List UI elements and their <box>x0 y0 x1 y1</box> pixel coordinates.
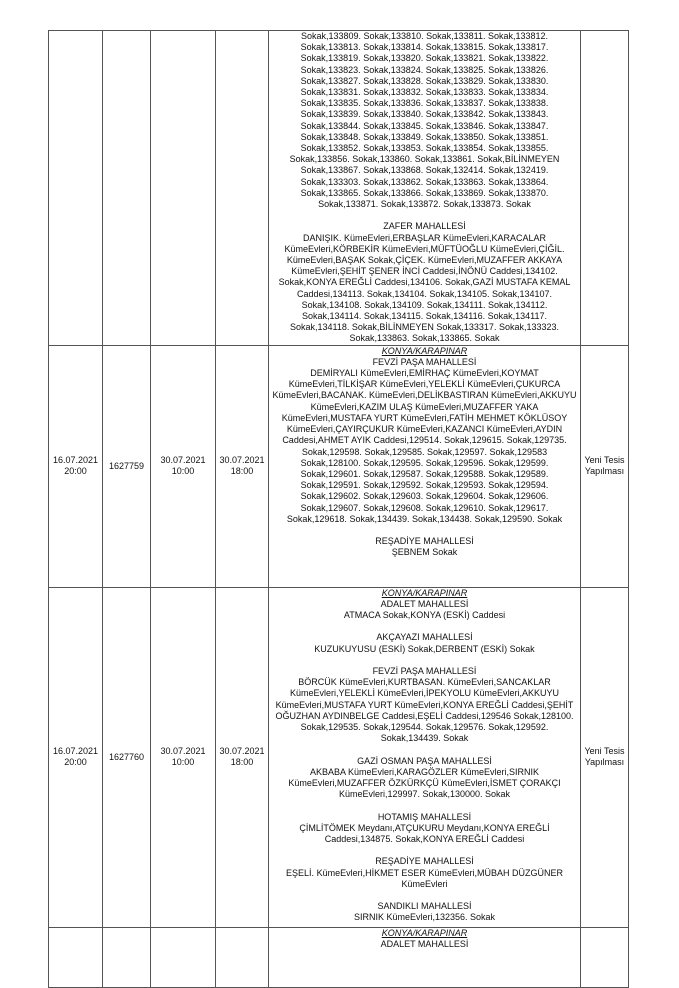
neighborhood-title: HOTAMIŞ MAHALLESİ <box>377 811 472 822</box>
cell-date: 16.07.2021 20:00 <box>49 587 103 927</box>
street-line: KUZUKUYUSU (ESKİ) Sokak,DERBENT (ESKİ) Sokak <box>314 643 535 654</box>
neighborhood-title: SANDIKLI MAHALLESİ <box>377 901 472 912</box>
street-line: DEMİRYALI KümeEvleri,EMİRHAÇ KümeEvleri,KOYMAT <box>310 368 539 379</box>
block-spacer <box>272 210 577 221</box>
cell-work-reason <box>581 31 629 346</box>
street-line: AKBABA KümeEvleri,KARAGÖZLER KümeEvleri,SIRNIK <box>309 766 540 777</box>
street-line: KümeEvleri,MUSTAFA YURT KümeEvleri,KONYA EREĞLİ Caddesi,ŞEHİT <box>275 699 574 710</box>
block-spacer <box>272 744 577 755</box>
street-line: KümeEvleri,KAZIM ULAŞ KümeEvleri,MUZAFFER YAKA <box>310 401 539 412</box>
cell-start <box>151 31 216 346</box>
block-spacer <box>272 655 577 666</box>
cell-affected-streets <box>269 587 581 927</box>
neighborhood-title: FEVZİ PAŞA MAHALLESİ <box>372 666 477 677</box>
street-line: Sokak,133844. Sokak,133845. Sokak,133846. Sokak,133847. <box>300 120 549 131</box>
cell-affected-streets <box>269 345 581 587</box>
outage-table-body <box>49 31 629 988</box>
street-line: BÖRCÜK KümeEvleri,KURTBASAN. KümeEvleri,SANCAKLAR <box>298 677 551 688</box>
cell-end: 30.07.2021 18:00 <box>216 587 269 927</box>
cell-start <box>151 927 216 987</box>
block-spacer <box>272 890 577 901</box>
cell-date: 16.07.2021 20:00 <box>49 345 103 587</box>
street-line: Sokak,133813. Sokak,133814. Sokak,133815. Sokak,133817. <box>300 42 549 53</box>
street-line: Sokak,129601. Sokak,129587. Sokak,129588. Sokak,129589. <box>300 468 549 479</box>
street-line: ÇİMLİTÖMEK Meydanı,ATÇUKURU Meydanı,KONYA EREĞLİ <box>299 822 550 833</box>
block-spacer <box>272 845 577 856</box>
table-row <box>49 345 629 587</box>
cell-work-reason: Yeni Tesis Yapılması <box>581 345 629 587</box>
street-line: Sokak,133852. Sokak,133853. Sokak,133854. Sokak,133855. <box>300 143 549 154</box>
street-line: KümeEvleri,129997. Sokak,130000. Sokak <box>338 789 511 800</box>
street-line: Sokak,129598. Sokak,129585. Sokak,129597. Sokak,129583 <box>301 446 548 457</box>
street-line: Sokak,133835. Sokak,133836. Sokak,133837. Sokak,133838. <box>300 98 549 109</box>
cell-id: 1627759 <box>103 345 151 587</box>
street-line: KümeEvleri,ÇAYIRÇUKUR KümeEvleri,KAZANCI KümeEvleri,AYDIN <box>286 424 563 435</box>
block-spacer <box>272 621 577 632</box>
block-spacer <box>272 525 577 536</box>
cell-start: 30.07.2021 10:00 <box>151 587 216 927</box>
cell-end <box>216 31 269 346</box>
street-line: Caddesi,134875. Sokak,KONYA EREĞLİ Caddesi <box>324 834 525 845</box>
street-line: KümeEvleri,KÖRBEKİR KümeEvleri,MÜFTÜOĞLU KümeEvleri,ÇİĞİL. <box>284 243 565 254</box>
street-line: Sokak,KONYA EREĞLİ Caddesi,134106. Sokak,GAZİ MUSTAFA KEMAL <box>278 277 571 288</box>
street-line: Sokak,134118. Sokak,BİLİNMEYEN Sokak,133317. Sokak,133323. <box>289 322 559 333</box>
street-line: ŞEBNEM Sokak <box>391 547 458 558</box>
table-row <box>49 31 629 346</box>
neighborhood-title: ADALET MAHALLESİ <box>380 938 469 949</box>
outage-table <box>48 30 629 988</box>
cell-end: 30.07.2021 18:00 <box>216 345 269 587</box>
street-line: ATMACA Sokak,KONYA (ESKİ) Caddesi <box>343 610 506 621</box>
neighborhood-title: REŞADİYE MAHALLESİ <box>375 856 474 867</box>
street-line: Sokak,129535. Sokak,129544. Sokak,129576. Sokak,129592. <box>300 722 549 733</box>
street-line: KümeEvleri,MUSTAFA YURT KümeEvleri,FATİH MEHMET KÖKLÜSOY <box>281 412 568 423</box>
street-line: OĞUZHAN AYDINBELGE Caddesi,EŞELİ Caddesi,129546 Sokak,128100. <box>275 710 574 721</box>
cell-id: 1627760 <box>103 587 151 927</box>
street-line: Sokak,133863. Sokak,133865. Sokak <box>349 333 500 344</box>
street-line: Sokak,129607. Sokak,129608. Sokak,129610. Sokak,129617. <box>300 502 549 513</box>
street-line: Sokak,133303. Sokak,133862. Sokak,133863. Sokak,133864. <box>300 176 549 187</box>
street-line: KümeEvleri,ŞEHİT ŞENER İNCİ Caddesi,İNÖNÜ Caddesi,134102. <box>291 266 558 277</box>
street-line: Sokak,133856. Sokak,133860. Sokak,133861. Sokak,BİLİNMEYEN <box>289 154 560 165</box>
street-line: Sokak,133819. Sokak,133820. Sokak,133821. Sokak,133822. <box>300 53 549 64</box>
street-line: EŞELİ. KümeEvleri,HİKMET ESER KümeEvleri,MÜBAH DÜZGÜNER <box>286 867 563 878</box>
street-line: Sokak,133823. Sokak,133824. Sokak,133825. Sokak,133826. <box>300 64 549 75</box>
cell-affected-streets <box>269 31 581 346</box>
cell-date <box>49 927 103 987</box>
street-line: Sokak,129591. Sokak,129592. Sokak,129593. Sokak,129594. <box>300 480 549 491</box>
neighborhood-title: REŞADİYE MAHALLESİ <box>375 536 474 547</box>
street-line: Sokak,133867. Sokak,133868. Sokak,132414. Sokak,132419. <box>300 165 549 176</box>
street-line: KümeEvleri,MUZAFFER ÖZKÜRKÇÜ KümeEvleri,İSMET ÇORAKÇI <box>288 778 561 789</box>
table-row <box>49 587 629 927</box>
street-line: Caddesi,134113. Sokak,134104. Sokak,134105. Sokak,134107. <box>296 288 553 299</box>
street-line: Sokak,133848. Sokak,133849. Sokak,133850. Sokak,133851. <box>300 131 549 142</box>
region-label: KONYA/KARAPINAR <box>381 345 468 356</box>
street-line: KümeEvleri <box>401 878 448 889</box>
outage-table-page <box>48 30 628 988</box>
street-line: KümeEvleri,TİLKİŞAR KümeEvleri,YELEKLİ KümeEvleri,ÇUKURCA <box>288 379 561 390</box>
region-label: KONYA/KARAPINAR <box>381 927 468 938</box>
street-line: SIRNIK KümeEvleri,132356. Sokak <box>353 912 496 923</box>
street-line: Sokak,129602. Sokak,129603. Sokak,129604. Sokak,129606. <box>300 491 549 502</box>
neighborhood-title: FEVZİ PAŞA MAHALLESİ <box>372 356 477 367</box>
street-line: KümeEvleri,BACANAK. KümeEvleri,DELİKBASTIRAN KümeEvleri,AKKUYU <box>272 390 577 401</box>
street-line: KümeEvleri,BAŞAK Sokak,ÇİÇEK. KümeEvleri,MUZAFFER AKKAYA <box>286 255 563 266</box>
cell-end <box>216 927 269 987</box>
street-line: Sokak,133865. Sokak,133866. Sokak,133869. Sokak,133870. <box>300 187 549 198</box>
street-line: KümeEvleri,YELEKLİ KümeEvleri,İPEKYOLU KümeEvleri,AKKUYU <box>289 688 560 699</box>
street-line: Sokak,133809. Sokak,133810. Sokak,133811. Sokak,133812. <box>300 31 549 41</box>
street-line: Sokak,133839. Sokak,133840. Sokak,133842. Sokak,133843. <box>300 109 549 120</box>
table-row <box>49 927 629 987</box>
cell-work-reason: Yeni Tesis Yapılması <box>581 587 629 927</box>
street-line: Sokak,128100. Sokak,129595. Sokak,129596. Sokak,129599. <box>300 457 549 468</box>
cell-work-reason <box>581 927 629 987</box>
street-line: Sokak,129618. Sokak,134439. Sokak,134438. Sokak,129590. Sokak <box>286 513 563 524</box>
cell-id <box>103 31 151 346</box>
street-line: Sokak,133871. Sokak,133872. Sokak,133873. Sokak <box>318 199 531 210</box>
neighborhood-title: ADALET MAHALLESİ <box>380 598 469 609</box>
region-label: KONYA/KARAPINAR <box>381 587 468 598</box>
block-spacer <box>272 800 577 811</box>
neighborhood-title: ZAFER MAHALLESİ <box>383 221 466 232</box>
cell-start: 30.07.2021 10:00 <box>151 345 216 587</box>
cell-id <box>103 927 151 987</box>
street-line: Caddesi,AHMET AYIK Caddesi,129514. Sokak,129615. Sokak,129735. <box>282 435 567 446</box>
street-line: Sokak,134114. Sokak,134115. Sokak,134116. Sokak,134117. <box>301 311 548 322</box>
neighborhood-title: GAZİ OSMAN PAŞA MAHALLESİ <box>357 755 492 766</box>
neighborhood-title: AKÇAYAZI MAHALLESİ <box>376 632 473 643</box>
street-line: Sokak,134439. Sokak <box>380 733 469 744</box>
street-line: Sokak,133827. Sokak,133828. Sokak,133829. Sokak,133830. <box>300 75 549 86</box>
street-line: DANIŞIK. KümeEvleri,ERBAŞLAR KümeEvleri,KARACALAR <box>302 232 547 243</box>
cell-affected-streets <box>269 927 581 987</box>
street-line: Sokak,134108. Sokak,134109. Sokak,134111. Sokak,134112. <box>301 299 548 310</box>
street-line: Sokak,133831. Sokak,133832. Sokak,133833. Sokak,133834. <box>300 87 549 98</box>
cell-date <box>49 31 103 346</box>
